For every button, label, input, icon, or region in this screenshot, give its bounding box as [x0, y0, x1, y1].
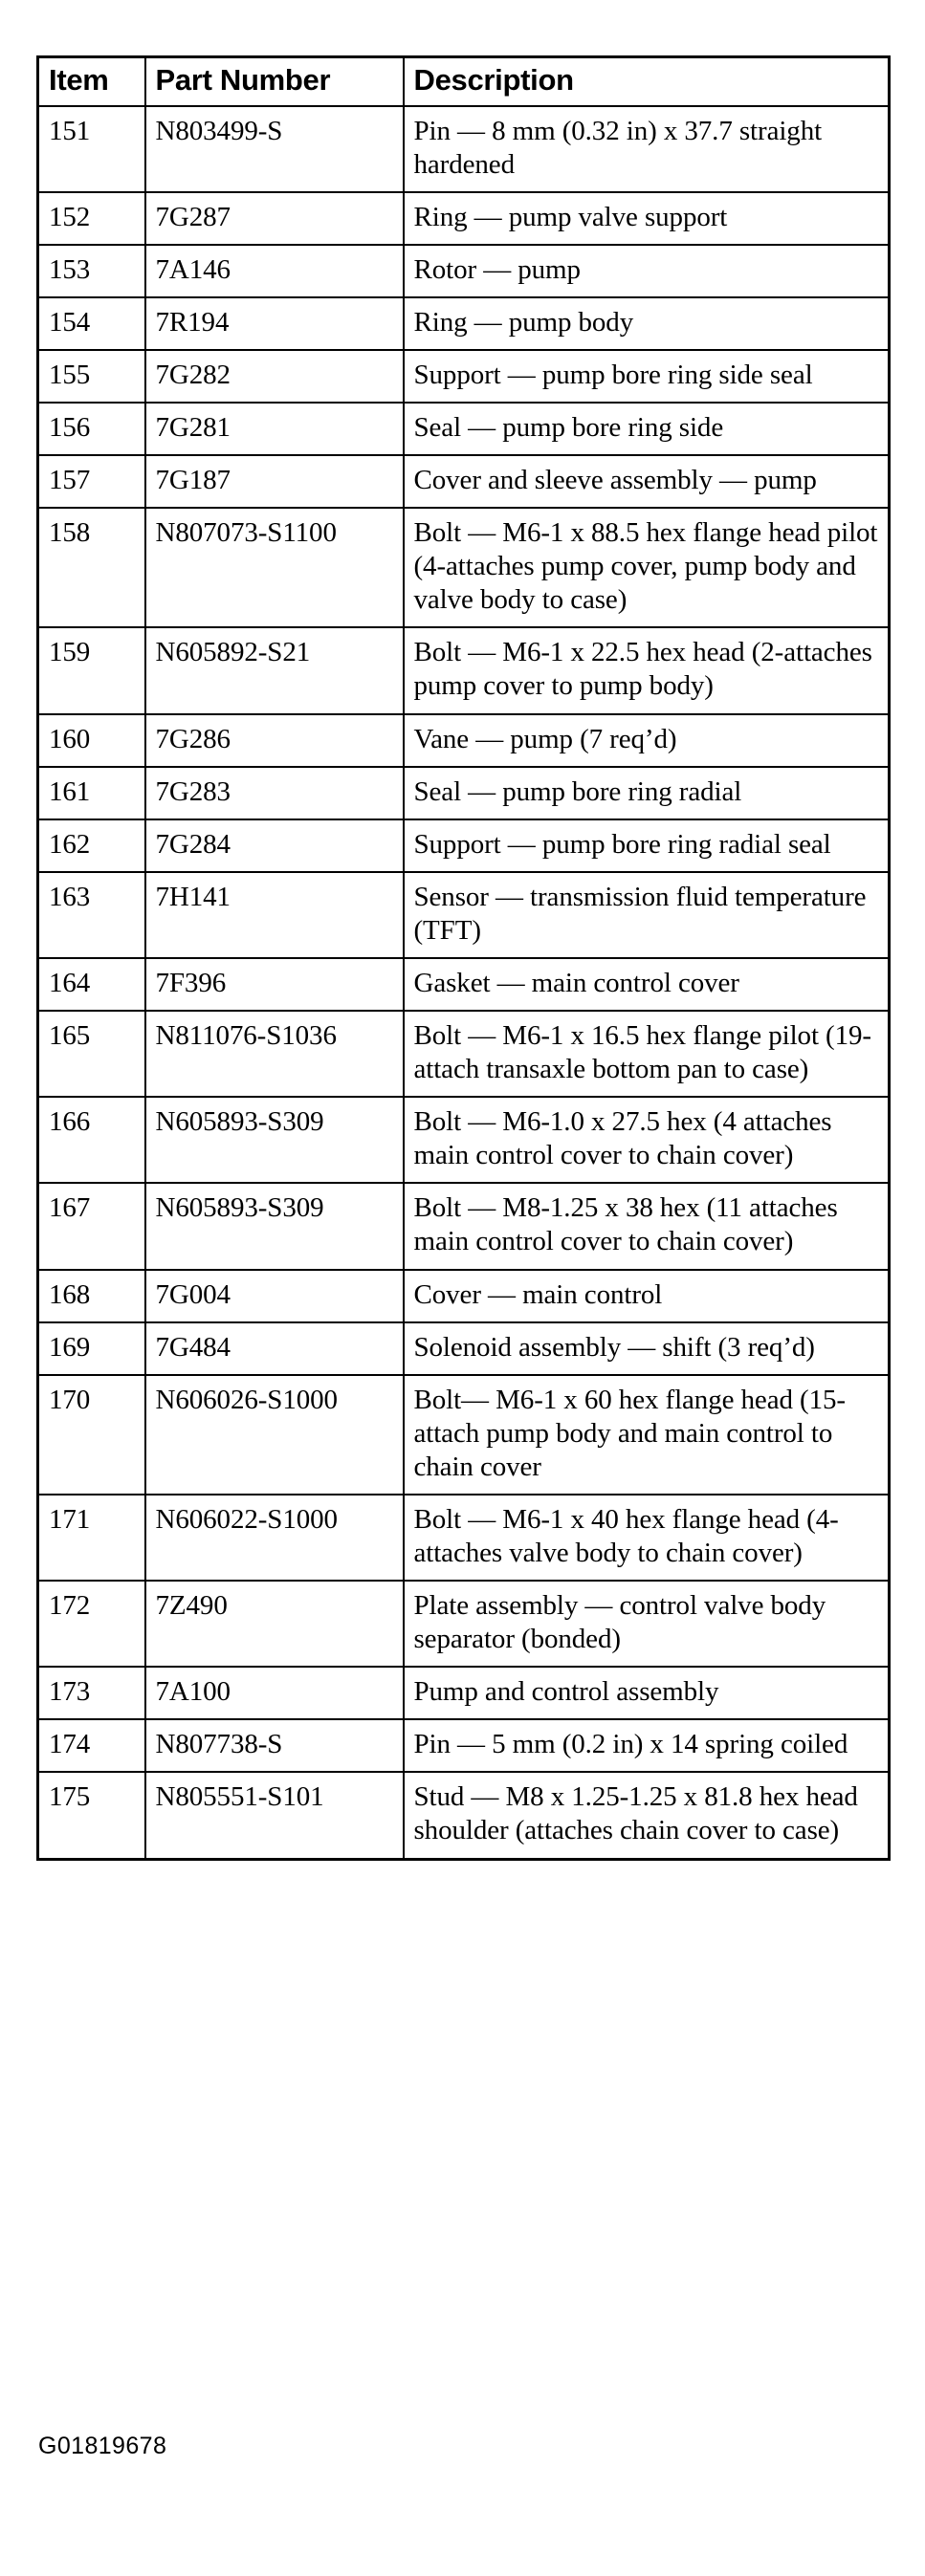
cell-part-number: 7G286	[145, 714, 404, 767]
cell-part-number: 7H141	[145, 872, 404, 958]
cell-part-number: 7A100	[145, 1667, 404, 1719]
table-row	[38, 508, 890, 627]
cell-item: 174	[38, 1719, 145, 1772]
cell-part-number: N605892-S21	[145, 627, 404, 713]
cell-item: 153	[38, 245, 145, 297]
cell-part-number: N605893-S309	[145, 1183, 404, 1269]
table-row	[38, 350, 890, 403]
cell-description: Pump and control assembly	[404, 1667, 890, 1719]
cell-item: 163	[38, 872, 145, 958]
cell-description: Bolt — M6-1.0 x 27.5 hex (4 attaches main control cover to chain cover)	[404, 1097, 890, 1183]
cell-description: Sensor — transmission fluid temperature (TFT)	[404, 872, 890, 958]
cell-description: Bolt— M6-1 x 60 hex flange head (15-attach pump body and main control to chain cover	[404, 1375, 890, 1495]
cell-description: Ring — pump valve support	[404, 192, 890, 245]
cell-part-number: 7G287	[145, 192, 404, 245]
cell-description: Bolt — M6-1 x 16.5 hex flange pilot (19-attach transaxle bottom pan to case)	[404, 1011, 890, 1097]
table-row	[38, 245, 890, 297]
column-header-description: Description	[404, 57, 890, 106]
cell-description: Pin — 5 mm (0.2 in) x 14 spring coiled	[404, 1719, 890, 1772]
cell-item: 173	[38, 1667, 145, 1719]
cell-description: Seal — pump bore ring side	[404, 403, 890, 455]
cell-item: 167	[38, 1183, 145, 1269]
table-row	[38, 819, 890, 872]
cell-item: 168	[38, 1270, 145, 1322]
table-row	[38, 767, 890, 819]
cell-item: 154	[38, 297, 145, 350]
parts-table-container	[36, 55, 888, 1861]
cell-item: 172	[38, 1581, 145, 1667]
table-row	[38, 1495, 890, 1581]
cell-description: Gasket — main control cover	[404, 958, 890, 1011]
cell-part-number: N807738-S	[145, 1719, 404, 1772]
cell-item: 158	[38, 508, 145, 627]
cell-description: Plate assembly — control valve body separator (bonded)	[404, 1581, 890, 1667]
cell-part-number: 7G284	[145, 819, 404, 872]
table-row	[38, 1772, 890, 1859]
cell-description: Bolt — M8-1.25 x 38 hex (11 attaches main control cover to chain cover)	[404, 1183, 890, 1269]
cell-part-number: 7G281	[145, 403, 404, 455]
cell-part-number: 7A146	[145, 245, 404, 297]
table-row	[38, 1270, 890, 1322]
cell-part-number: 7R194	[145, 297, 404, 350]
table-row	[38, 1322, 890, 1375]
column-header-part-number: Part Number	[145, 57, 404, 106]
cell-part-number: 7Z490	[145, 1581, 404, 1667]
cell-part-number: 7G187	[145, 455, 404, 508]
column-header-item: Item	[38, 57, 145, 106]
cell-part-number: 7G484	[145, 1322, 404, 1375]
table-row	[38, 1719, 890, 1772]
cell-description: Rotor — pump	[404, 245, 890, 297]
cell-item: 170	[38, 1375, 145, 1495]
table-row	[38, 1183, 890, 1269]
table-row	[38, 297, 890, 350]
table-row	[38, 958, 890, 1011]
table-row	[38, 714, 890, 767]
cell-description: Support — pump bore ring side seal	[404, 350, 890, 403]
table-row	[38, 1097, 890, 1183]
cell-item: 155	[38, 350, 145, 403]
table-row	[38, 106, 890, 192]
table-row	[38, 403, 890, 455]
cell-item: 160	[38, 714, 145, 767]
table-row	[38, 872, 890, 958]
cell-item: 157	[38, 455, 145, 508]
cell-part-number: N606022-S1000	[145, 1495, 404, 1581]
table-row	[38, 192, 890, 245]
table-row	[38, 1581, 890, 1667]
cell-description: Bolt — M6-1 x 22.5 hex head (2-attaches pump cover to pump body)	[404, 627, 890, 713]
table-body	[38, 106, 890, 1859]
table-header-row	[38, 57, 890, 106]
cell-part-number: N606026-S1000	[145, 1375, 404, 1495]
cell-part-number: N605893-S309	[145, 1097, 404, 1183]
cell-description: Vane — pump (7 req’d)	[404, 714, 890, 767]
cell-description: Support — pump bore ring radial seal	[404, 819, 890, 872]
cell-item: 156	[38, 403, 145, 455]
cell-item: 169	[38, 1322, 145, 1375]
cell-part-number: 7G282	[145, 350, 404, 403]
cell-item: 151	[38, 106, 145, 192]
cell-item: 171	[38, 1495, 145, 1581]
cell-part-number: N807073-S1100	[145, 508, 404, 627]
table-row	[38, 1375, 890, 1495]
figure-id-label: G01819678	[38, 2433, 167, 2459]
cell-description: Ring — pump body	[404, 297, 890, 350]
cell-item: 159	[38, 627, 145, 713]
cell-description: Solenoid assembly — shift (3 req’d)	[404, 1322, 890, 1375]
cell-description: Seal — pump bore ring radial	[404, 767, 890, 819]
parts-table	[36, 55, 891, 1861]
cell-item: 162	[38, 819, 145, 872]
cell-item: 152	[38, 192, 145, 245]
cell-item: 166	[38, 1097, 145, 1183]
cell-description: Cover and sleeve assembly — pump	[404, 455, 890, 508]
cell-description: Bolt — M6-1 x 88.5 hex flange head pilot (4-attaches pump cover, pump body and valve body to case)	[404, 508, 890, 627]
cell-part-number: N803499-S	[145, 106, 404, 192]
table-row	[38, 1011, 890, 1097]
cell-item: 175	[38, 1772, 145, 1859]
cell-part-number: 7G004	[145, 1270, 404, 1322]
cell-part-number: N811076-S1036	[145, 1011, 404, 1097]
cell-item: 165	[38, 1011, 145, 1097]
cell-part-number: 7F396	[145, 958, 404, 1011]
cell-description: Cover — main control	[404, 1270, 890, 1322]
table-row	[38, 627, 890, 713]
table-header	[38, 57, 890, 106]
cell-description: Stud — M8 x 1.25-1.25 x 81.8 hex head shoulder (attaches chain cover to case)	[404, 1772, 890, 1859]
table-row	[38, 1667, 890, 1719]
cell-item: 164	[38, 958, 145, 1011]
cell-part-number: 7G283	[145, 767, 404, 819]
cell-description: Pin — 8 mm (0.32 in) x 37.7 straight hardened	[404, 106, 890, 192]
cell-description: Bolt — M6-1 x 40 hex flange head (4-attaches valve body to chain cover)	[404, 1495, 890, 1581]
cell-item: 161	[38, 767, 145, 819]
table-row	[38, 455, 890, 508]
cell-part-number: N805551-S101	[145, 1772, 404, 1859]
